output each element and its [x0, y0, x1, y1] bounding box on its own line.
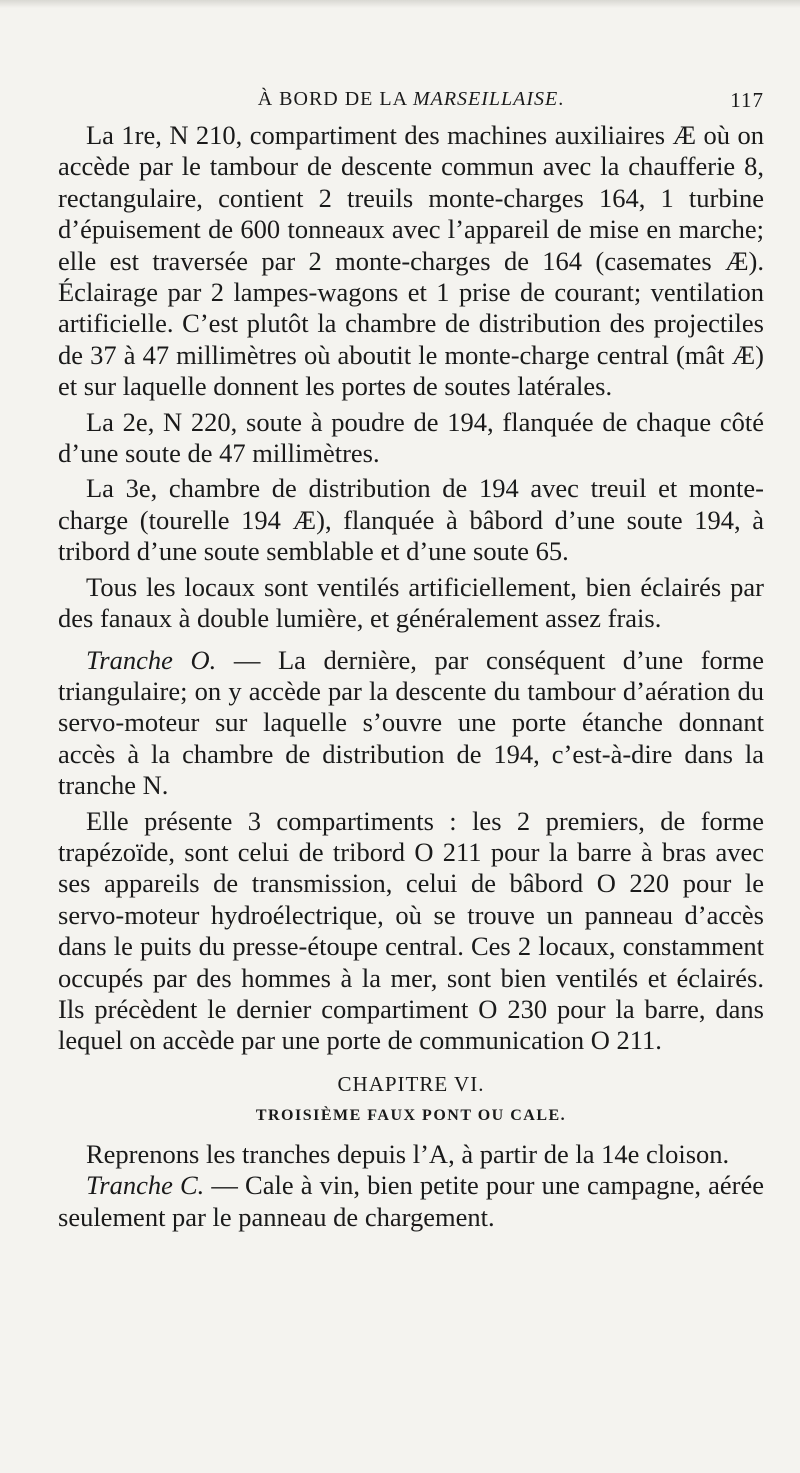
- chapter-title: CHAPITRE VI.: [337, 1071, 485, 1096]
- running-head: [58, 86, 764, 120]
- paragraph-3: La 3e, chambre de distribution de 194 avec treuil et monte-charge (tourelle 194 Æ), flanquée à bâbord d’une soute 194, à tribord d’une soute semblable et d’une soute 65.: [58, 473, 764, 567]
- paragraph-tranche-o: [58, 645, 764, 802]
- running-title-suffix: .: [558, 88, 565, 110]
- paragraph-tranche-c: [58, 1170, 764, 1233]
- tranche-o-text: — La dernière, par conséquent d’une forme triangulaire; on y accède par la descente du tambour d’aération du servo-moteur sur laquelle s’ouvre une porte étanche donnant accès à la chambre de distribution de 194, c’est-à-dire dans la tranche N.: [58, 644, 765, 801]
- paragraph-4: Tous les locaux sont ventilés artificiellement, bien éclairés par des fanaux à double lumière, et généralement assez frais.: [58, 571, 764, 634]
- paragraph-6: Elle présente 3 compartiments : les 2 premiers, de forme trapézoïde, sont celui de tribord O 211 pour la barre à bras avec ses appareils de transmission, celui de bâbord O 220 pour le servo-moteur hydroélectrique, où se trouve un panneau d’accès dans le puits du presse-étoupe central. Ces 2 locaux, constamment occupés par des hommes à la mer, sont bien ventilés et éclairés. Ils précèdent le dernier compartiment O 230 pour la barre, dans lequel on accède par une porte de communication O 211.: [58, 805, 764, 1056]
- tranche-c-text: — Cale à vin, bien petite pour une campagne, aérée seulement par le panneau de chargement.: [58, 1170, 764, 1232]
- chapter-subtitle: TROISIÈME FAUX PONT OU CALE.: [255, 1106, 567, 1124]
- paragraph-2: La 2e, N 220, soute à poudre de 194, flanquée de chaque côté d’une soute de 47 millimètres.: [58, 406, 764, 469]
- running-title: [58, 88, 764, 111]
- book-page: [58, 86, 764, 1233]
- running-title-prefix: À BORD DE LA: [257, 88, 413, 110]
- tranche-o-label: Tranche O.: [86, 644, 217, 675]
- body-text: [58, 120, 764, 1233]
- page-number: 117: [730, 88, 764, 112]
- scan-edge: [0, 0, 800, 8]
- paragraph-7: Reprenons les tranches depuis l’A, à partir de la 14e cloison.: [86, 1138, 730, 1169]
- running-title-ship-name: MARSEILLAISE: [412, 88, 559, 110]
- paragraph-1: La 1re, N 210, compartiment des machines auxiliaires Æ où on accède par le tambour de descente commun avec la chaufferie 8, rectangulaire, contient 2 treuils monte-charges 164, 1 turbine d’épuisement de 600 tonneaux avec l’appareil de mise en marche; elle est traversée par 2 monte-charges de 164 (casemates Æ). Éclairage par 2 lampes-wagons et 1 prise de courant; ventilation artificielle. C’est plutôt la chambre de distribution des projectiles de 37 à 47 millimètres où aboutit le monte-charge central (mât Æ) et sur laquelle donnent les portes de soutes latérales.: [58, 120, 764, 402]
- tranche-c-label: Tranche C.: [86, 1170, 205, 1201]
